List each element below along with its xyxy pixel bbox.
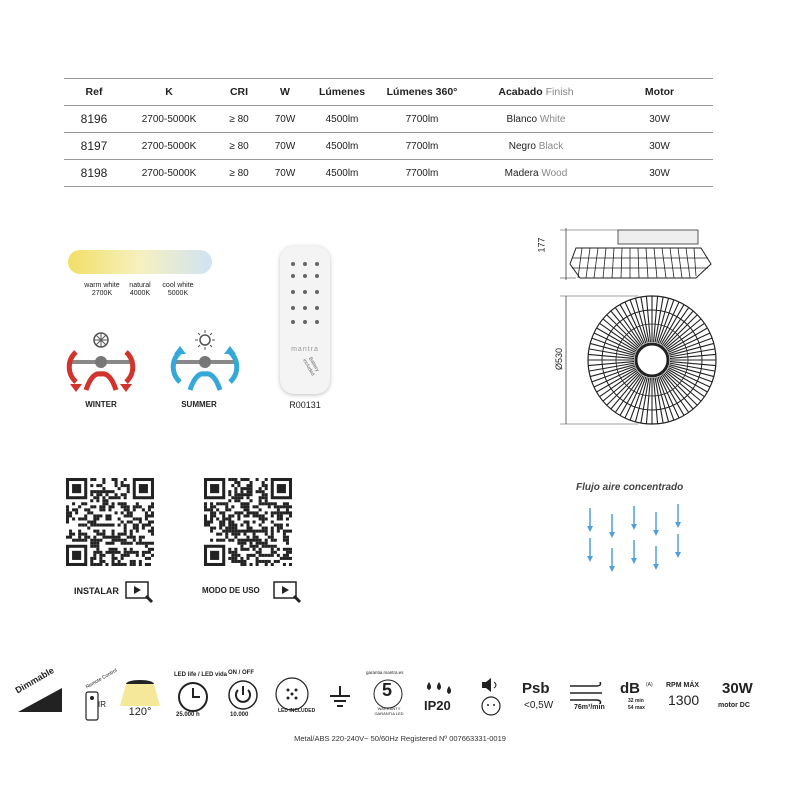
warranty-years: 5 [382, 680, 393, 700]
spec-table [64, 78, 713, 187]
col-lumens-360: Lúmenes 360° [386, 86, 458, 98]
led-life-value: 25.000 h [176, 712, 200, 718]
ip-drops-icon [424, 680, 454, 696]
cell-finish: Madera Wood [504, 167, 568, 179]
cell-motor: 30W [649, 140, 670, 152]
rpm-value: 1300 [668, 692, 700, 708]
airflow-title: Flujo aire concentrado [576, 482, 684, 493]
col-motor: Motor [644, 86, 675, 98]
remote-ref: R00131 [289, 400, 321, 410]
video-play-icon[interactable] [272, 580, 304, 606]
color-temp-bar [68, 250, 212, 274]
ground-icon [326, 684, 354, 712]
led-life-label: LED life / LED vida [174, 672, 228, 678]
cell-w: 70W [274, 140, 296, 152]
db-min: 32 min [628, 698, 644, 704]
table-row [64, 160, 713, 187]
table-row [64, 133, 713, 160]
cell-w: 70W [274, 113, 296, 125]
usage-label: MODO DE USO [202, 586, 260, 595]
db-max: 54 max [628, 705, 645, 711]
cell-finish: Blanco White [506, 113, 566, 125]
db-label: dB [620, 680, 640, 697]
cell-w: 70W [274, 167, 296, 179]
cell-lum360: 7700lm [405, 140, 439, 152]
airflow-icon [568, 682, 608, 704]
remote-control-icon [76, 682, 116, 724]
video-play-icon[interactable] [124, 580, 156, 606]
psb-value: <0,5W [524, 700, 554, 711]
diameter-dimension: Ø530 [554, 347, 565, 371]
col-ref: Ref [85, 86, 103, 98]
col-finish: Acabado Finish [498, 86, 574, 98]
beam-angle-label: 120° [128, 706, 152, 718]
cell-cri: ≥ 80 [229, 140, 249, 152]
summer-mode-icon [166, 330, 244, 398]
on-off-value: 10.000 [230, 712, 249, 718]
motor-watts: 30W [722, 680, 753, 697]
warranty-sub: WARRANTY GARANTIA LED [374, 706, 404, 716]
cell-ref: 8198 [80, 166, 108, 180]
remote-control-label: Remote Control [84, 667, 119, 691]
cell-k: 2700-5000K [141, 167, 197, 179]
ip-rating: IP20 [424, 698, 451, 713]
remote-brand: mantra [291, 346, 319, 353]
cell-lum360: 7700lm [405, 113, 439, 125]
summer-label: SUMMER [181, 400, 217, 409]
rpm-label: RPM MÁX [666, 682, 700, 689]
height-dimension: 177 [536, 237, 547, 253]
col-w: W [280, 86, 290, 98]
cell-k: 2700-5000K [141, 113, 197, 125]
warm-white-label: warm white 2700K [84, 282, 120, 297]
dimmable-label: Dimmable [13, 665, 56, 696]
cell-ref: 8197 [80, 139, 108, 153]
dimmable-icon [16, 684, 64, 714]
remote-buttons-icon [286, 258, 324, 338]
winter-mode-icon [62, 330, 140, 398]
table-header-row [64, 79, 713, 106]
natural-label: natural 4000K [129, 282, 151, 297]
install-qr-code[interactable] [66, 478, 154, 566]
remote-battery-note: Battery included [301, 356, 321, 378]
psb-label: Psb [522, 680, 550, 697]
cell-lum360: 7700lm [405, 167, 439, 179]
ir-label: IR [98, 700, 106, 709]
table-row [64, 106, 713, 133]
cell-lum: 4500lm [325, 140, 359, 152]
cell-k: 2700-5000K [141, 140, 197, 152]
airflow-arrows [582, 504, 692, 584]
beam-angle-icon [120, 678, 160, 708]
cell-lum: 4500lm [325, 167, 359, 179]
motor-type: motor DC [718, 702, 750, 709]
usage-qr-code[interactable] [204, 478, 292, 566]
winter-label: WINTER [85, 400, 117, 409]
cell-motor: 30W [649, 113, 670, 125]
cell-lum: 4500lm [325, 113, 359, 125]
fan-side-view [546, 228, 716, 282]
clock-icon [176, 680, 210, 714]
cell-finish: Negro Black [508, 140, 564, 152]
db-a-label: (A) [646, 682, 653, 688]
col-k: K [165, 86, 173, 98]
cell-cri: ≥ 80 [229, 167, 249, 179]
cell-cri: ≥ 80 [229, 113, 249, 125]
cool-white-label: cool white 5000K [162, 282, 194, 297]
on-off-label: ON / OFF [228, 670, 254, 676]
footer-registration: Metal/ABS 220-240V~ 50/60Hz Registered Nº 007663331-0019 [294, 734, 506, 743]
col-lumens: Lúmenes [318, 86, 366, 98]
cell-motor: 30W [649, 167, 670, 179]
power-icon [226, 678, 260, 712]
fan-top-view [556, 290, 720, 430]
cell-ref: 8196 [80, 112, 108, 126]
quiet-baby-icon [476, 676, 506, 716]
airflow-value: 76m³/min [574, 704, 605, 711]
col-cri: CRI [229, 86, 249, 98]
warranty-url: garantia.mantra.es [366, 670, 404, 675]
led-included-label: LED INCLUDED [278, 708, 316, 714]
install-label: INSTALAR [74, 586, 119, 596]
